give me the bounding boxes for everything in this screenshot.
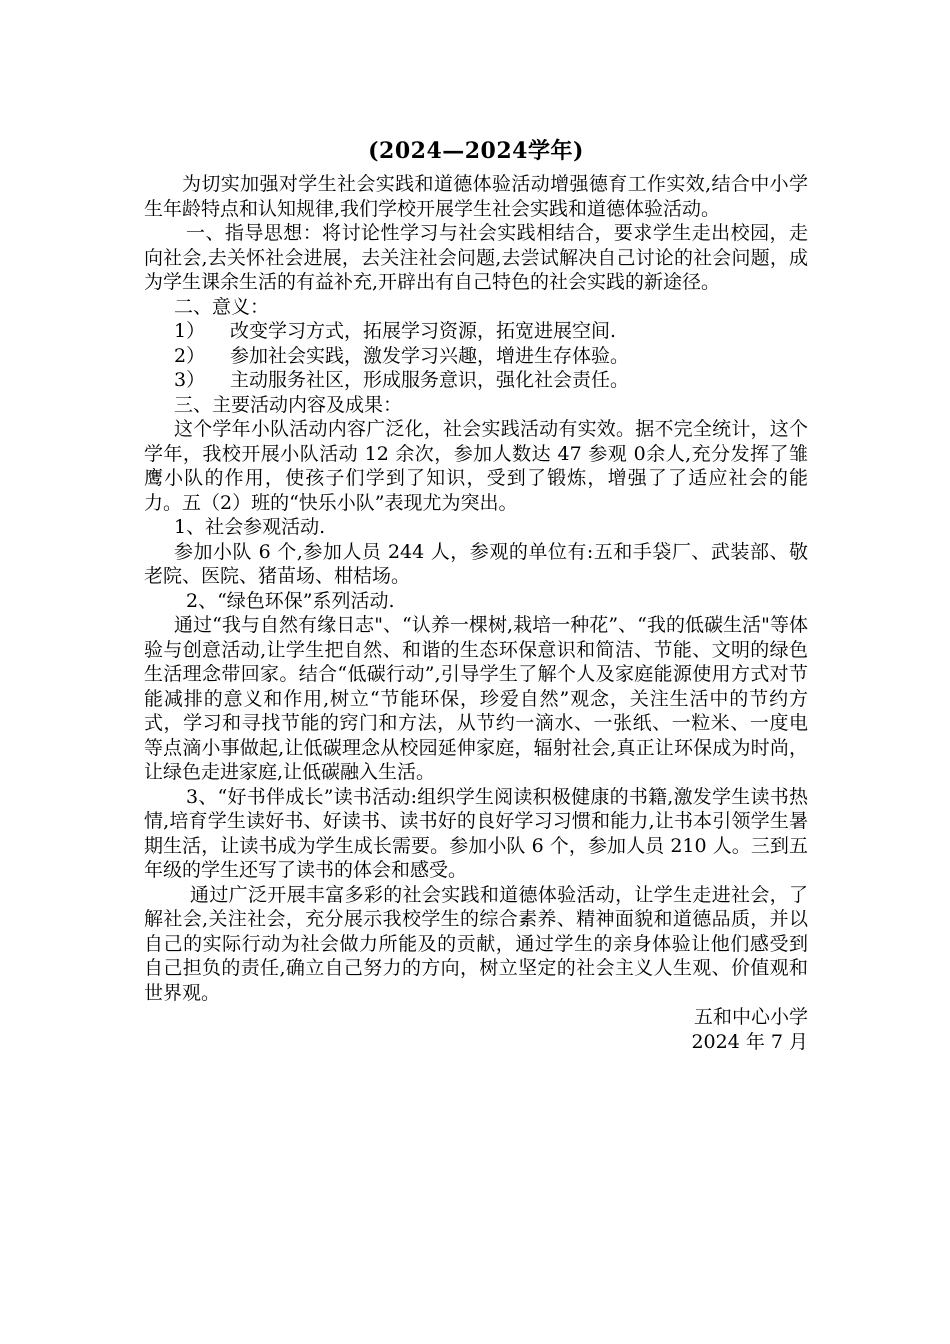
list-item-number: 3） <box>174 369 206 391</box>
activity2-heading: 2、“绿色环保”系列活动. <box>186 589 395 612</box>
list-item-number: 1） <box>174 320 206 342</box>
list-item <box>144 368 808 393</box>
list-item-text: 参加社会实践，激发学习兴趣，增进生存体验。 <box>230 344 630 367</box>
activity1-heading: 1、社会参观活动. <box>174 516 326 538</box>
signature-date: 2024 年 7 月 <box>691 1030 808 1053</box>
list-item <box>144 344 808 369</box>
list-item-text: 主动服务社区，形成服务意识，强化社会责任。 <box>230 369 630 391</box>
significance-heading: 二、意义： <box>174 295 270 318</box>
list-item <box>144 319 808 344</box>
list-item-text: 改变学习方式，拓展学习资源，拓宽进展空间. <box>230 320 617 342</box>
signature-organization: 五和中心小学 <box>693 1006 808 1028</box>
activities-heading: 三、主要活动内容及成果： <box>174 393 403 416</box>
list-item-number: 2） <box>174 344 206 367</box>
activity2-paragraph: 通过“我与自然有缘日志"、“认养一棵树,栽培一种花”、“我的低碳生活"等体验与创意活动,让学生把自然、和谐的生态环保意识和简洁、节能、文明的绿色生活理念带回家。结合“低碳行动”,引导学生了解个人及家庭能源使用方式对节能减排的意义和作用,树立“节能环保，珍爱自然”观念，关注生活中的节约方式，学习和寻找节能的窍门和方法，从节约一滴水、一张纸、一粒米、一度电等点滴小事做起,让低碳理念从校园延伸家庭，辐射社会,真正让环保成为时尚，让绿色走进家庭,让低碳融入生活。 <box>144 614 808 783</box>
activity3-paragraph: 3、“好书伴成长”读书活动:组织学生阅读积极健康的书籍,激发学生读书热情,培育学生读好书、好读书、读书好的良好学习习惯和能力,让书本引领学生暑期生活，让读书成为学生成长需要。参加小队 6 个，参加人员 210 人。三到五年级的学生还写了读书的体会和感受。 <box>144 785 808 881</box>
document-title: (2024—2024学年) <box>368 138 584 164</box>
conclusion-paragraph: 通过广泛开展丰富多彩的社会实践和道德体验活动，让学生走进社会，了解社会,关注社会，充分展示我校学生的综合素养、精神面貌和道德品质，并以自己的实际行动为社会做力所能及的贡献，通过学生的亲身体验让他们感受到自己担负的责任,确立自己努力的方向，树立坚定的社会主义人生观、价值观和世界观。 <box>144 883 808 1004</box>
document-page <box>144 136 808 1054</box>
intro-paragraph: 为切实加强对学生社会实践和道德体验活动增强德育工作实效,结合中小学生年龄特点和认知规律,我们学校开展学生社会实践和道德体验活动。 <box>144 173 808 220</box>
activity1-paragraph: 参加小队 6 个,参加人员 244 人，参观的单位有:五和手袋厂、武装部、敬老院、医院、猪苗场、柑桔场。 <box>144 540 808 587</box>
activities-summary-paragraph: 这个学年小队活动内容广泛化，社会实践活动有实效。据不完全统计，这个学年，我校开展小队活动 12 余次，参加人数达 47 参观 0余人,充分发挥了雏鹰小队的作用，使孩子们学到了知识，受到了锻炼，增强了了适应社会的能力。五（2）班的“快乐小队”表现尤为突出。 <box>144 418 808 514</box>
significance-list <box>144 319 808 393</box>
guiding-ideology-paragraph: 一、指导思想：将讨论性学习与社会实践相结合，要求学生走出校园，走向社会,去关怀社会进展，去关注社会问题,去尝试解决自己讨论的社会问题，成为学生课余生活的有益补充,开辟出有自己特色的社会实践的新途径。 <box>144 222 808 293</box>
